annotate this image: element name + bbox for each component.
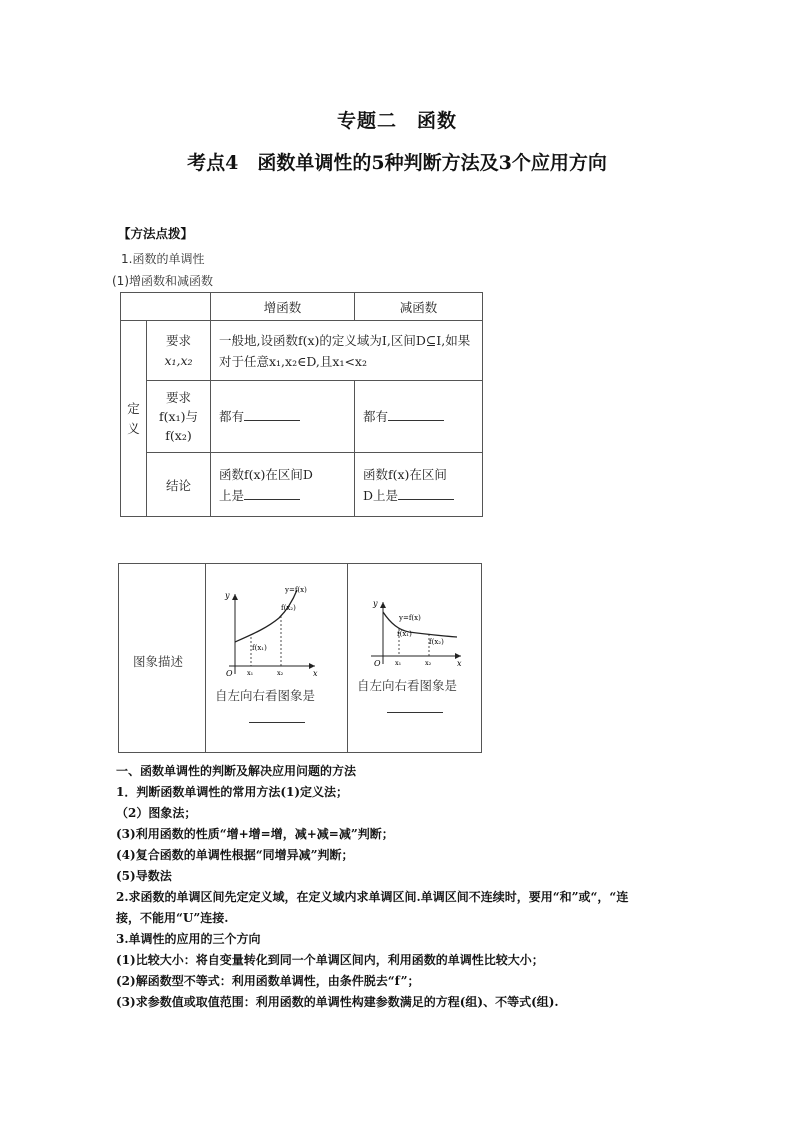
row2-dec-text: 都有: [363, 409, 389, 424]
row2-label-c: f(x₂): [165, 428, 192, 443]
curve-label: y=f(x): [399, 614, 421, 622]
scan-heading-1: 1.函数的单调性: [121, 252, 205, 266]
row1-label: [147, 321, 211, 381]
fx2-label: f(x₂): [429, 638, 444, 646]
header-increasing: 增函数: [211, 293, 355, 321]
text-line: 2.求函数的单调区间先定定义域，在定义域内求单调区间.单调区间不连续时，要用“和”或“，“连: [116, 890, 629, 904]
header-decreasing: 减函数: [355, 293, 483, 321]
increasing-graph: [205, 582, 347, 692]
page-title: 专题二 函数: [336, 110, 457, 132]
row2-increasing: [211, 381, 355, 453]
axis-y-label: y: [225, 591, 230, 600]
caption-increasing: 自左向右看图象是: [215, 688, 316, 703]
origin-label: O: [226, 669, 233, 678]
row3-increasing: [211, 453, 355, 517]
axis-x-label: x: [457, 659, 462, 668]
axis-x-label: x: [313, 669, 318, 678]
text-line: 1．判断函数单调性的常用方法(1)定义法；: [116, 785, 349, 799]
row-group-label: 定义: [127, 400, 140, 436]
row2-label: [147, 381, 211, 453]
graph-decreasing-cell: [347, 564, 481, 752]
x1-label: x₁: [395, 659, 402, 667]
fx2-label: f(x₂): [281, 604, 296, 612]
page-subtitle: 考点4 函数单调性的5种判断方法及3个应用方向: [187, 152, 607, 174]
text-line: 3.单调性的应用的三个方向: [116, 932, 261, 946]
table-corner: [121, 293, 211, 321]
row3-label: 结论: [147, 453, 211, 517]
scan-heading-2: (1)增函数和减函数: [112, 274, 213, 288]
text-line: (4)复合函数的单调性根据“同增异减”判断；: [116, 848, 354, 862]
row3-inc-a: 函数f(x)在区间D: [219, 466, 313, 482]
row1-label-a: 要求: [165, 332, 191, 348]
text-line: (1)比较大小：将自变量转化到同一个单调区间内，利用函数的单调性比较大小；: [116, 953, 544, 967]
fx1-label: f(x₁): [252, 644, 267, 652]
caption-decreasing: 自左向右看图象是: [357, 678, 458, 693]
row3-dec-b: D上是: [363, 487, 399, 503]
text-line: (5)导数法: [116, 869, 172, 883]
row3-inc-b: 上是: [219, 487, 245, 503]
x2-label: x₂: [425, 659, 432, 667]
section-tag: 【方法点拨】: [118, 226, 194, 241]
row1-label-b: x₁,x₂: [164, 352, 193, 368]
x2-label: x₂: [277, 669, 284, 677]
answer-blank: [387, 712, 443, 713]
answer-blank: [244, 487, 300, 500]
axis-y-label: y: [373, 599, 378, 608]
row2-decreasing: [355, 381, 483, 453]
answer-blank: [249, 722, 305, 723]
answer-blank: [388, 408, 444, 421]
answer-blank: [398, 487, 454, 500]
row-group-definition: [121, 321, 147, 517]
row2-label-a: 要求: [165, 390, 191, 405]
graph-label-cell: [119, 564, 206, 752]
row2-label-b: f(x₁)与: [159, 409, 198, 424]
graph-label: 图象描述: [133, 654, 184, 669]
row3-dec-a: 函数f(x)在区间: [363, 466, 447, 482]
curve-label: y=f(x): [285, 586, 307, 594]
origin-label: O: [374, 659, 381, 668]
method-heading: 一、函数单调性的判断及解决应用问题的方法: [116, 764, 357, 778]
text-line: （2）图象法；: [116, 806, 197, 820]
answer-blank: [244, 408, 300, 421]
graph-increasing-cell: [205, 564, 348, 752]
text-line: 接，不能用“U”连接.: [116, 911, 229, 925]
text-line: (3)利用函数的性质“增+增=增，减+减=减”判断；: [116, 827, 394, 841]
row2-inc-text: 都有: [219, 409, 245, 424]
row3-decreasing: [355, 453, 483, 517]
x1-label: x₁: [247, 669, 254, 677]
graph-description-table: [118, 563, 482, 753]
row1-content: 一般地,设函数f(x)的定义域为I,区间D⊆I,如果对于任意x₁,x₂∈D,且x₁<x₂: [211, 321, 483, 381]
text-line: (2)解函数型不等式：利用函数单调性，由条件脱去“f”；: [116, 974, 420, 988]
monotonic-definition-table: [120, 292, 483, 517]
text-line: (3)求参数值或取值范围：利用函数的单调性构建参数满足的方程(组)、不等式(组).: [116, 995, 559, 1009]
fx1-label: f(x₁): [397, 630, 412, 638]
